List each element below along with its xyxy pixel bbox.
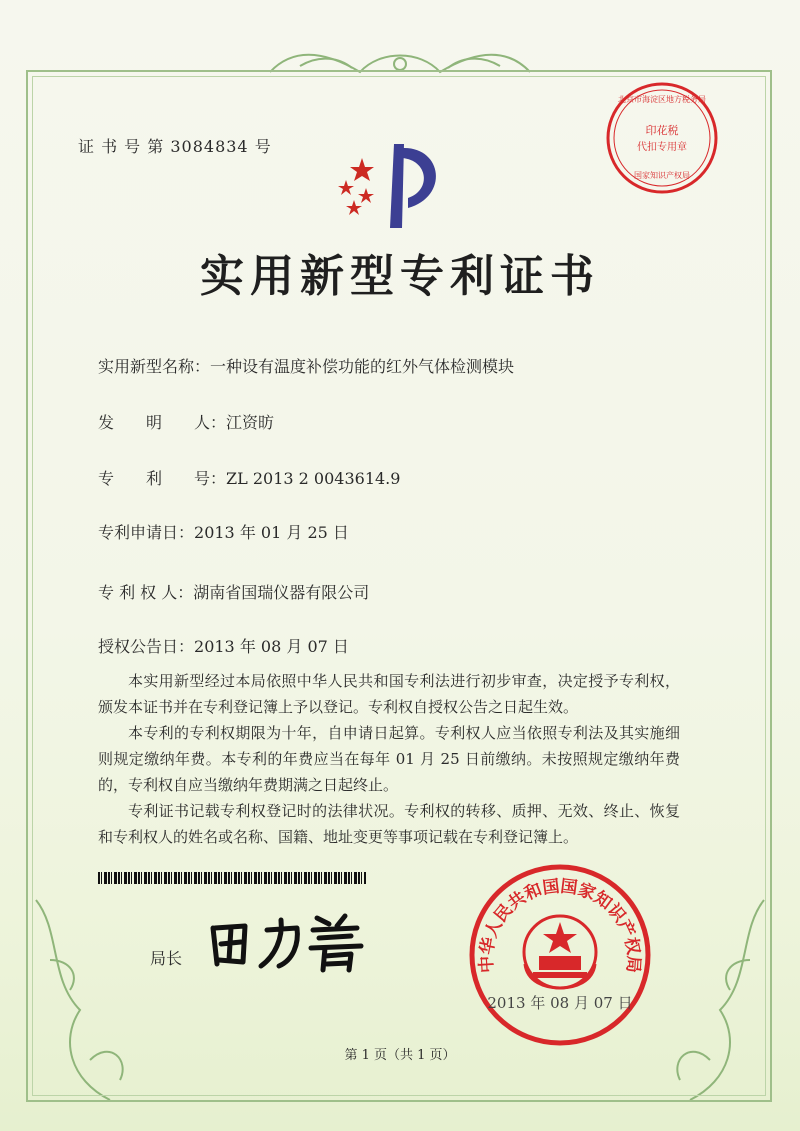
field-value: 2013 年 08 月 07 日 [194,637,349,656]
tax-stamp-seal [602,78,722,198]
field-value: ZL 2013 2 0043614.9 [226,469,401,488]
field-label: 发 明 人： [98,413,227,432]
body-paragraph: 本实用新型经过本局依照中华人民共和国专利法进行初步审查，决定授予专利权，颁发本证书并在专利登记簿上予以登记。专利权自授权公告之日起生效。 [98,672,680,716]
sipo-logo-icon [332,136,452,236]
official-seal [465,860,655,1050]
field-application-date [98,520,349,543]
field-label: 实用新型名称： [98,357,211,376]
director-signature [205,908,375,978]
body-paragraph: 专利证书记载专利权登记时的法律状况。专利权的转移、质押、无效、终止、恢复和专利权人的姓名或名称、国籍、地址变更等事项记载在专利登记簿上。 [98,802,680,846]
seal-text-line1: 北京市海淀区地方税务局 [618,95,706,104]
field-value: 湖南省国瑞仪器有限公司 [193,583,370,602]
field-label: 专 利 号： [98,469,227,488]
field-value: 2013 年 01 月 25 日 [194,523,349,542]
director-label: 局长 [150,949,183,968]
field-utility-model-name [98,354,514,377]
field-patent-number [98,466,400,489]
field-patent-holder [98,580,369,603]
certificate-number: 证 书 号 第 3084834 号 [78,137,272,156]
seal-text-line2: 印花税 [645,124,679,137]
field-label: 专 利 权 人： [98,583,194,602]
field-grant-date [98,634,349,657]
certificate-body [98,668,680,850]
field-label: 专利申请日： [98,523,195,542]
seal-text-line4: 国家知识产权局 [634,171,690,180]
field-label: 授权公告日： [98,637,195,656]
seal-ring-text: 中华人民共和国国家知识产权局 [476,876,644,974]
field-value: 江资昉 [226,413,275,432]
seal-text-line3: 代扣专用章 [637,142,687,153]
certificate-title: 实用新型专利证书 [200,251,600,302]
field-value: 一种设有温度补偿功能的红外气体检测模块 [210,357,515,376]
field-inventor [98,410,274,433]
seal-date: 2013 年 08 月 07 日 [487,994,633,1012]
barcode [98,872,366,884]
body-paragraph: 本专利的专利权期限为十年，自申请日起算。专利权人应当依照专利法及其实施细则规定缴纳年费。本专利的年费应当在每年 01 月 25 日前缴纳。未按照规定缴纳年费的，专利权自应当缴纳年费期满之日起终止。 [98,724,680,794]
page-footer: 第 1 页（共 1 页） [344,1048,456,1063]
